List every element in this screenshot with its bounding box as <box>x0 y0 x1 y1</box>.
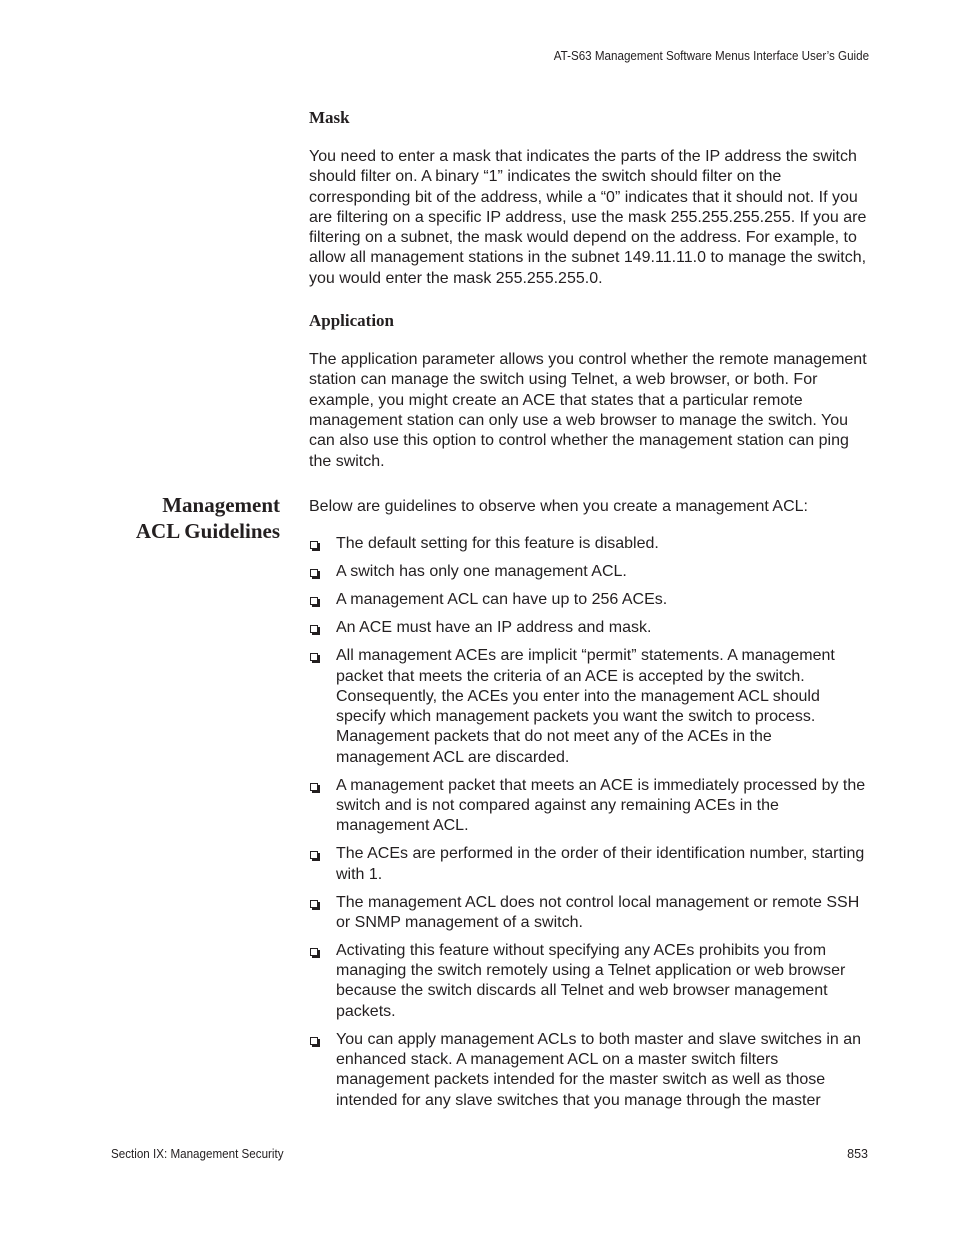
application-heading: Application <box>309 311 395 331</box>
footer-section-label: Section IX: Management Security <box>111 1147 284 1161</box>
checkbox-bullet-icon <box>310 541 318 549</box>
application-paragraph: The application parameter allows you control whether the remote management station can manage the switch using Telnet, a web browser, or both. For example, you might create an ACE that states that a particular remote management station can only use a web browser to manage the switch. You can also use this option to control whether the management station can ping the switch. <box>309 351 867 470</box>
list-item-text: An ACE must have an IP address and mask. <box>336 619 652 637</box>
list-item <box>309 941 869 1022</box>
mask-paragraph: You need to enter a mask that indicates the parts of the IP address the switch should filter on. A binary “1” indicates the switch should filter on the corresponding bit of the address, while a “0” indicates that it should not. If you are filtering on a specific IP address, use the mask 255.255.255.255. If you are filtering on a subnet, the mask would depend on the address. For example, to allow all management stations in the subnet 149.11.11.0 to manage the switch, you would enter the mask 255.255.255.0. <box>309 148 867 287</box>
list-item <box>309 618 869 638</box>
management-acl-guidelines-heading <box>136 492 280 544</box>
list-item-text: A management packet that meets an ACE is immediately processed by the switch and is not compared against any remaining ACEs in the management ACL. <box>336 776 866 835</box>
list-item-text: A management ACL can have up to 256 ACEs. <box>336 591 668 609</box>
side-heading-line-1: Management <box>162 493 280 517</box>
list-item-text: Activating this feature without specifying any ACEs prohibits you from managing the switch remotely using a Telnet application or web browser because the switch discards all Telnet and web browser management packets. <box>336 941 846 1020</box>
checkbox-bullet-icon <box>310 597 318 605</box>
page-number: 853 <box>847 1147 868 1161</box>
list-item-text: The ACEs are performed in the order of their identification number, starting with 1. <box>336 845 865 883</box>
list-item <box>309 562 869 582</box>
list-item <box>309 590 869 610</box>
mask-heading: Mask <box>309 108 350 127</box>
list-item-text: The default setting for this feature is disabled. <box>336 535 659 553</box>
guidelines-intro: Below are guidelines to observe when you create a management ACL: <box>309 498 808 515</box>
running-header: AT-S63 Management Software Menus Interface User’s Guide <box>553 49 869 63</box>
list-item-text: A switch has only one management ACL. <box>336 563 627 581</box>
guidelines-list <box>309 534 869 1111</box>
list-item-text: All management ACEs are implicit “permit” statements. A management packet that meets the criteria of an ACE is accepted by the switch. Consequently, the ACEs you enter into the management ACL should specify which management packets you want the switch to process. Management packets that do not meet any of the ACEs in the management ACL are discarded. <box>336 647 835 766</box>
list-item <box>309 776 869 837</box>
list-item <box>309 646 869 768</box>
checkbox-bullet-icon <box>310 625 318 633</box>
list-item-text: You can apply management ACLs to both master and slave switches in an enhanced stack. A management ACL on a master switch filters management packets intended for the master switch as well as those intended for any slave switches that you manage through the master <box>336 1030 862 1109</box>
list-item <box>309 534 869 554</box>
checkbox-bullet-icon <box>310 783 318 791</box>
guidelines-section <box>309 497 869 1119</box>
checkbox-bullet-icon <box>310 948 318 956</box>
parameter-descriptions <box>309 108 869 494</box>
list-item <box>309 893 869 934</box>
checkbox-bullet-icon <box>310 900 318 908</box>
checkbox-bullet-icon <box>310 851 318 859</box>
list-item-text: The management ACL does not control local management or remote SSH or SNMP management of a switch. <box>336 893 860 931</box>
list-item <box>309 1030 869 1111</box>
side-heading-line-2: ACL Guidelines <box>135 519 280 543</box>
checkbox-bullet-icon <box>310 653 318 661</box>
checkbox-bullet-icon <box>310 1037 318 1045</box>
checkbox-bullet-icon <box>310 569 318 577</box>
list-item <box>309 844 869 885</box>
